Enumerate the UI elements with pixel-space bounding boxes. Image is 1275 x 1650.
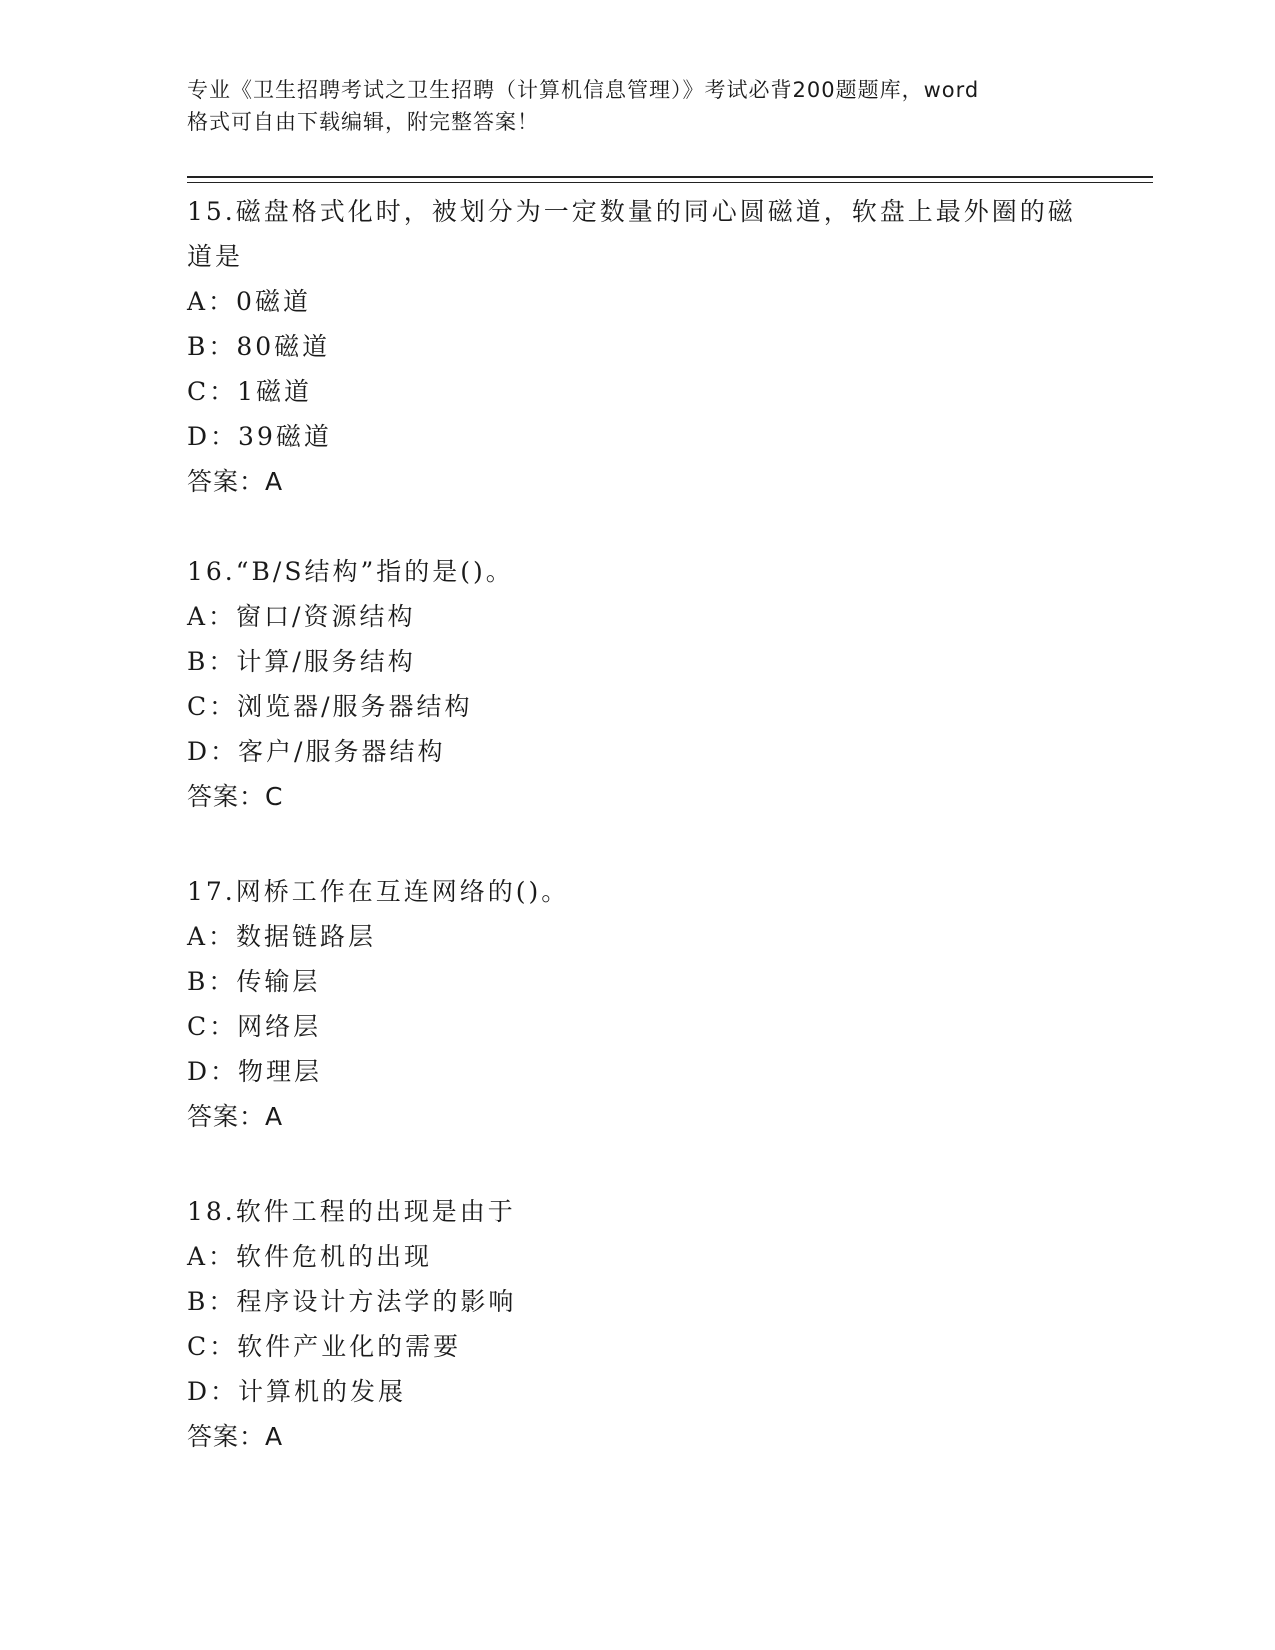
header-line-1: 专业《卫生招聘考试之卫生招聘（计算机信息管理）》考试必背200题题库，word [187,78,980,102]
option-a: A：窗口/资源结构 [187,602,416,631]
header-divider-thin [187,182,1153,183]
option-d: D：物理层 [187,1057,323,1086]
option-a: A：数据链路层 [187,922,377,951]
option-a: A：软件危机的出现 [187,1242,433,1271]
question-title: 18.软件工程的出现是由于 [187,1197,516,1226]
question-17 [187,869,1087,1139]
answer-line: 答案：A [187,1422,284,1451]
question-18 [187,1189,1087,1459]
option-b: B：计算/服务结构 [187,647,416,676]
question-15 [187,189,1087,504]
option-c: C：1磁道 [187,377,313,406]
option-a: A：0磁道 [187,287,311,316]
option-c: C：网络层 [187,1012,322,1041]
option-c: C：软件产业化的需要 [187,1332,462,1361]
option-d: D：客户/服务器结构 [187,737,446,766]
answer-line: 答案：A [187,1102,284,1131]
document-header [187,74,1087,138]
header-line-2: 格式可自由下载编辑，附完整答案！ [187,110,539,134]
option-d: D：计算机的发展 [187,1377,407,1406]
option-b: B：80磁道 [187,332,331,361]
question-16 [187,549,1087,819]
option-c: C：浏览器/服务器结构 [187,692,473,721]
option-b: B：传输层 [187,967,321,996]
header-divider-thick [187,176,1153,178]
question-title: 16.“B/S结构”指的是()。 [187,557,514,586]
option-d: D：39磁道 [187,422,332,451]
question-title: 17.网桥工作在互连网络的()。 [187,877,570,906]
answer-line: 答案：A [187,467,284,496]
option-b: B：程序设计方法学的影响 [187,1287,517,1316]
question-title: 15.磁盘格式化时，被划分为一定数量的同心圆磁道，软盘上最外圈的磁道是 [187,197,1076,271]
answer-line: 答案：C [187,782,284,811]
